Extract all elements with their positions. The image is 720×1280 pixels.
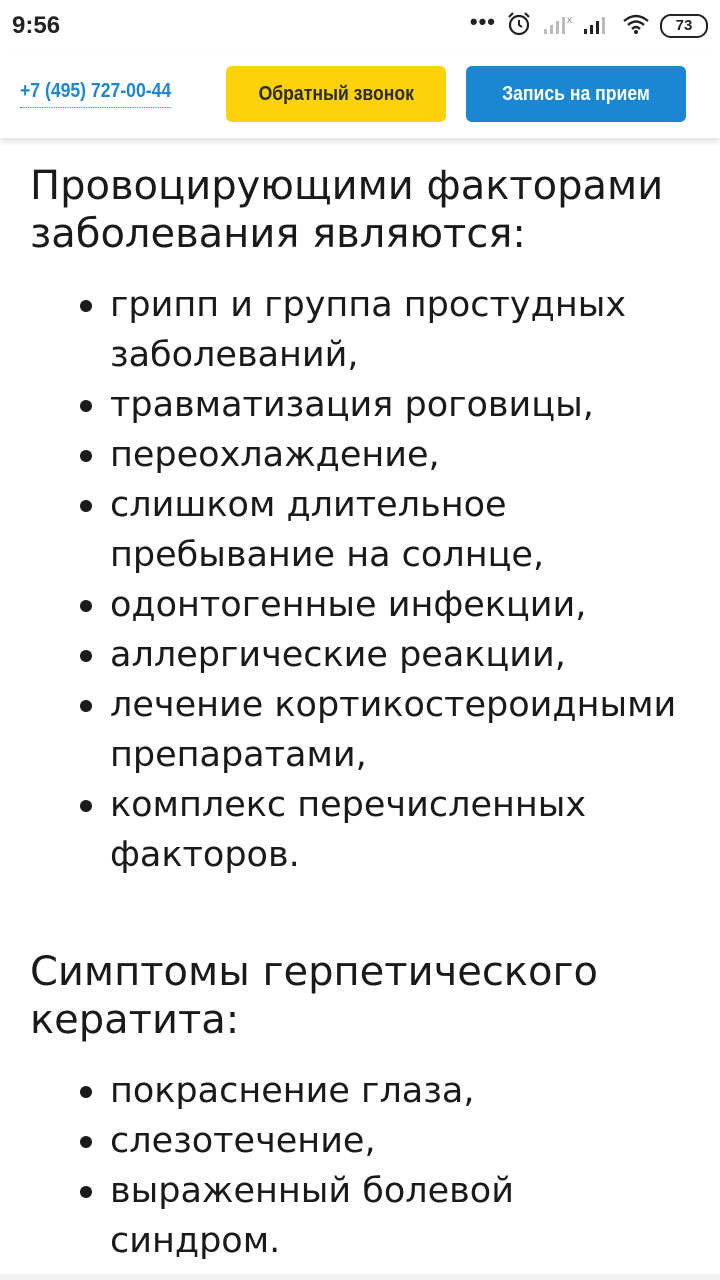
battery-icon: 73 [660,14,708,38]
bullet-icon [80,500,92,512]
list-item [0,430,720,480]
symptoms-heading: Симптомы герпетического кератита: [30,949,598,1043]
bullet-icon [80,1186,92,1198]
article-content [0,138,720,1280]
svg-text:x: x [567,15,572,26]
symptoms-list [0,1066,720,1266]
list-item [0,480,720,580]
bullet-icon [80,650,92,662]
status-time: 9:56 [12,12,61,39]
signal-weak-icon [542,13,572,39]
list-item-text: одонтогенные инфекции, [110,585,587,625]
list-item-text: аллергические реакции, [110,635,566,675]
bullet-icon [80,1086,92,1098]
factors-heading: Провоцирующими факторами заболевания являются: [30,163,664,257]
status-icons [470,10,708,42]
list-item [0,780,720,880]
list-item-text: покраснение глаза, [110,1071,475,1111]
site-header [0,52,720,138]
status-bar [0,0,720,52]
bullet-icon [80,800,92,812]
callback-button-label: Обратный звонок [258,82,414,105]
alarm-icon [506,11,532,41]
bullet-icon [80,1136,92,1148]
bullet-icon [80,700,92,712]
list-item [0,580,720,630]
more-dots-icon: ••• [469,9,496,34]
list-item-text: слезотечение, [110,1121,376,1161]
callback-button[interactable] [226,66,446,122]
list-item [0,1116,720,1166]
factors-list [0,280,720,880]
list-item [0,680,720,780]
list-item-text: лечение кортикостероидными препаратами, [110,685,677,775]
bottom-divider [0,1274,720,1280]
bullet-icon [80,400,92,412]
list-item-text: комплекс перечисленных факторов. [110,785,587,875]
list-item [0,1066,720,1116]
list-item-text: слишком длительное пребывание на солнце, [110,485,545,575]
wifi-icon [622,13,650,39]
list-item [0,630,720,680]
list-item-text: грипп и группа простудных заболеваний, [110,285,627,375]
bullet-icon [80,300,92,312]
bullet-icon [80,600,92,612]
list-item [0,380,720,430]
list-item-text: выраженный болевой синдром. [110,1171,514,1261]
list-item [0,280,720,380]
list-item-text: травматизация роговицы, [110,385,594,425]
bullet-icon [80,450,92,462]
appointment-button[interactable] [466,66,686,122]
list-item-text: переохлаждение, [110,435,440,475]
signal-icon [582,13,612,39]
phone-link[interactable]: +7 (495) 727-00-44 [20,80,171,108]
appointment-button-label: Запись на прием [502,82,650,105]
list-item [0,1166,720,1266]
